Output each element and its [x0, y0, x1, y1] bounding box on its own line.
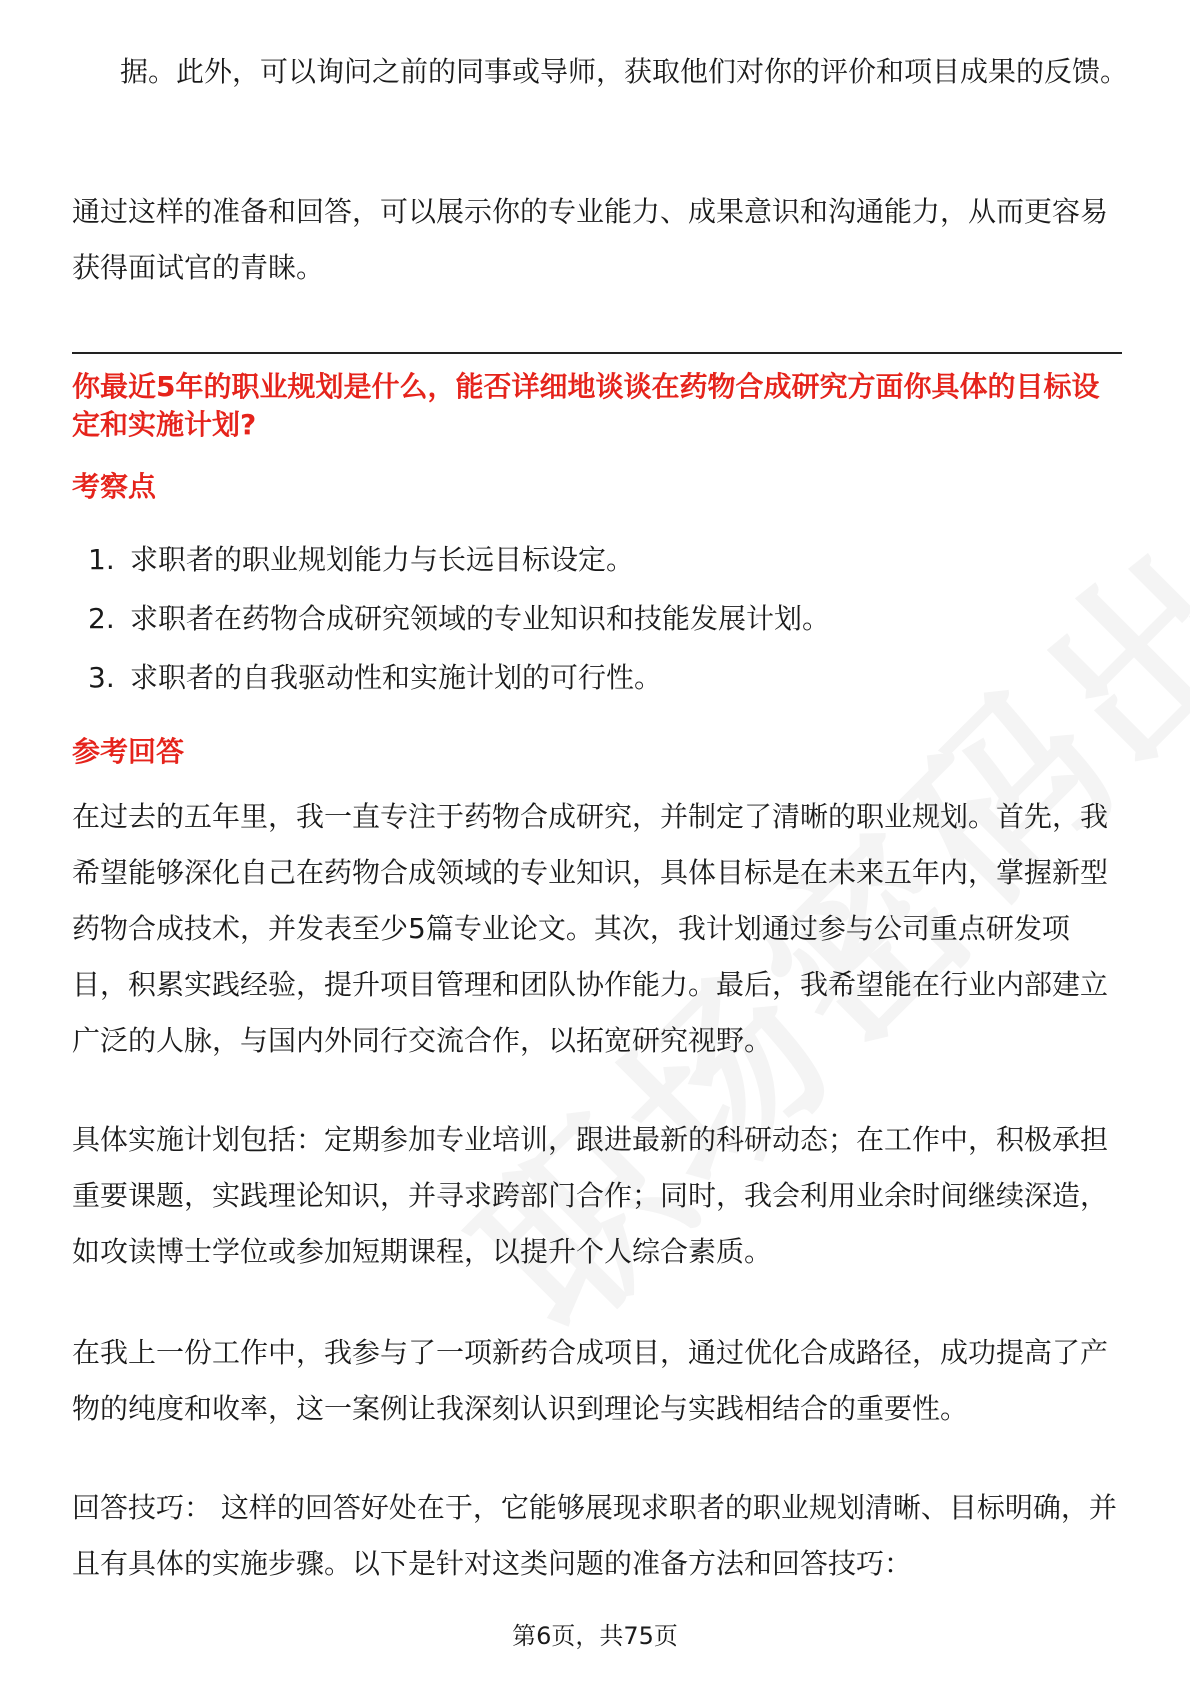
answer-text: 在我上一份工作中，我参与了一项新药合成项目，通过优化合成路径，成功提高了产物的纯度和收率，这一案例让我深刻认识到理论与实践相结合的重要性。 — [72, 1336, 1109, 1425]
assessment-heading: 考察点 — [72, 470, 157, 503]
intro-summary-block — [72, 184, 1122, 296]
list-item — [88, 648, 1118, 707]
page-footer: 第6页，共75页 — [512, 1622, 678, 1650]
section-divider — [72, 352, 1122, 354]
list-item — [88, 589, 1118, 648]
list-item-number: 1. — [88, 543, 115, 576]
answer-paragraph-2 — [72, 1112, 1122, 1280]
intro-summary-text: 通过这样的准备和回答，可以展示你的专业能力、成果意识和沟通能力，从而更容易获得面试官的青睐。 — [72, 195, 1109, 284]
list-item-number: 3. — [88, 661, 115, 694]
list-item-text: 求职者在药物合成研究领域的专业知识和技能发展计划。 — [130, 602, 831, 635]
answer-text: 在过去的五年里，我一直专注于药物合成研究，并制定了清晰的职业规划。首先，我希望能够深化自己在药物合成领域的专业知识，具体目标是在未来五年内，掌握新型药物合成技术，并发表至少5篇专业论文。其次，我计划通过参与公司重点研发项目，积累实践经验，提升项目管理和团队协作能力。最后，我希望能在行业内部建立广泛的人脉，与国内外同行交流合作，以拓宽研究视野。 — [72, 800, 1109, 1057]
answer-paragraph-1 — [72, 789, 1122, 1069]
answer-paragraph-3 — [72, 1325, 1122, 1437]
assessment-list — [88, 530, 1118, 707]
answer-text: 回答技巧： 这样的回答好处在于，它能够展现求职者的职业规划清晰、目标明确，并且有具体的实施步骤。以下是针对这类问题的准备方法和回答技巧： — [72, 1491, 1117, 1580]
list-item-number: 2. — [88, 602, 115, 635]
reference-heading: 参考回答 — [72, 735, 185, 768]
answer-text: 具体实施计划包括：定期参加专业培训，跟进最新的科研动态；在工作中，积极承担重要课题，实践理论知识，并寻求跨部门合作；同时，我会利用业余时间继续深造，如攻读博士学位或参加短期课程，以提升个人综合素质。 — [72, 1123, 1109, 1268]
intro-continuation-block — [72, 44, 1170, 100]
list-item — [88, 530, 1118, 589]
answer-tips-paragraph — [72, 1480, 1122, 1592]
question-heading: 你最近5年的职业规划是什么，能否详细地谈谈在药物合成研究方面你具体的目标设定和实施计划? — [72, 370, 1100, 441]
intro-continuation-text: 据。此外，可以询问之前的同事或导师，获取他们对你的评价和项目成果的反馈。 — [120, 55, 1129, 88]
list-item-text: 求职者的自我驱动性和实施计划的可行性。 — [130, 661, 663, 694]
list-item-text: 求职者的职业规划能力与长远目标设定。 — [130, 543, 635, 576]
